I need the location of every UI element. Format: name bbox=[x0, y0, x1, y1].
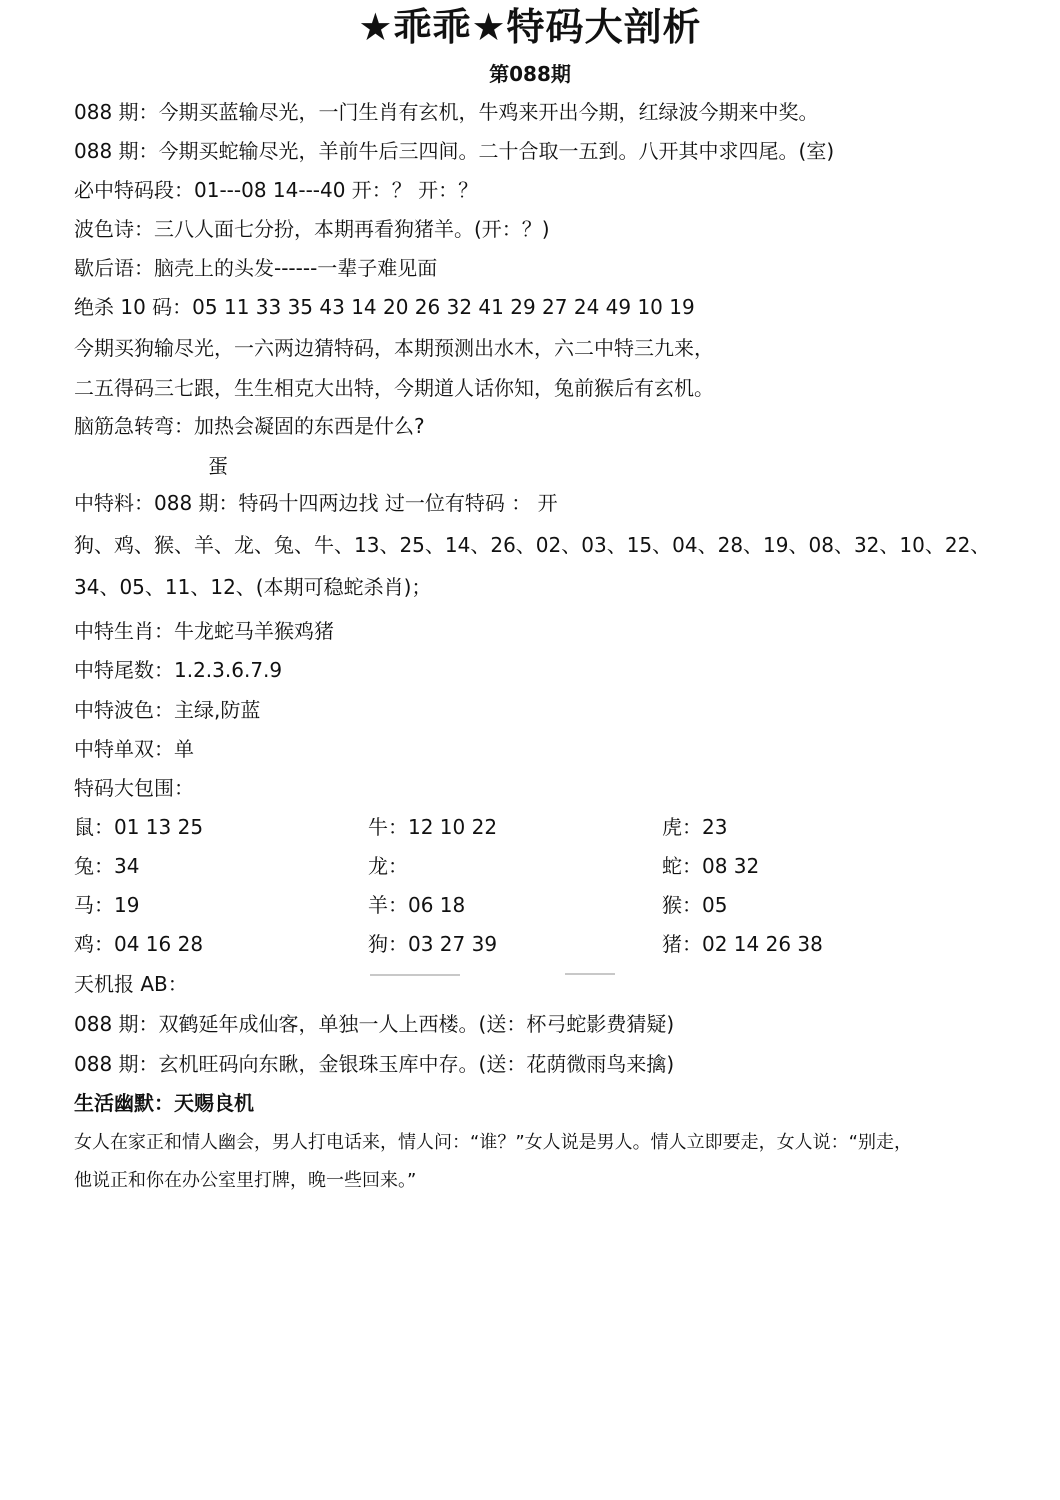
special-odd-even: 中特单双：单 bbox=[74, 737, 194, 761]
poem-line-2: 二五得码三七跟，生生相克大出特，今期道人话你知，兔前猴后有玄机。 bbox=[74, 376, 714, 400]
brain-teaser-question: 脑筋急转弯：加热会凝固的东西是什么? bbox=[74, 414, 425, 438]
zodiac-cell: 羊：06 18 bbox=[368, 893, 466, 917]
humor-heading: 生活幽默：天赐良机 bbox=[74, 1091, 254, 1115]
candidate-list-line-1: 狗、鸡、猴、羊、龙、兔、牛、13、25、14、26、02、03、15、04、28、19、08、32、10、22、 bbox=[74, 533, 991, 557]
zodiac-cell: 蛇：08 32 bbox=[662, 854, 760, 878]
zodiac-cell: 龙： bbox=[368, 854, 408, 878]
xiehouyu-line: 歇后语：脑壳上的头发------一辈子难见面 bbox=[74, 256, 438, 280]
prediction-line-1: 088 期：今期买蓝输尽光，一门生肖有玄机，牛鸡来开出今期，红绿波今期来中奖。 bbox=[74, 100, 819, 124]
candidate-list-line-2: 34、05、11、12、(本期可稳蛇杀肖)； bbox=[74, 575, 432, 599]
zodiac-cell: 猪：02 14 26 38 bbox=[662, 932, 823, 956]
special-zodiacs: 中特生肖：牛龙蛇马羊猴鸡猪 bbox=[74, 619, 334, 643]
scan-artifact bbox=[370, 974, 460, 976]
scan-artifact bbox=[565, 973, 615, 975]
zodiac-grid-row bbox=[74, 890, 974, 920]
zodiac-cell: 牛：12 10 22 bbox=[368, 815, 498, 839]
special-material-line: 中特料：088 期：特码十四两边找 过一位有特码 ： 开 bbox=[74, 491, 558, 515]
special-code-range: 必中特码段：01---08 14---40 开：？ 开：？ bbox=[74, 178, 479, 202]
tianji-ab-line-2: 088 期：玄机旺码向东瞅，金银珠玉库中存。(送：花荫微雨鸟来擒) bbox=[74, 1052, 675, 1076]
zodiac-cell: 兔：34 bbox=[74, 854, 140, 878]
big-surround-heading: 特码大包围： bbox=[74, 776, 194, 800]
zodiac-grid-row bbox=[74, 929, 974, 959]
zodiac-cell: 鸡：04 16 28 bbox=[74, 932, 204, 956]
zodiac-cell: 马：19 bbox=[74, 893, 140, 917]
special-tail-numbers: 中特尾数：1.2.3.6.7.9 bbox=[74, 658, 283, 682]
prediction-line-2: 088 期：今期买蛇输尽光，羊前牛后三四间。二十合取一五到。八开其中求四尾。(室) bbox=[74, 139, 835, 163]
page-title: ★乖乖★特码大剖析 bbox=[358, 5, 702, 49]
poem-line-1: 今期买狗输尽光，一六两边猜特码，本期预测出水木，六二中特三九来， bbox=[74, 336, 714, 360]
zodiac-cell: 猴：05 bbox=[662, 893, 728, 917]
joke-line-2: 他说正和你在办公室里打牌，晚一些回来。” bbox=[74, 1170, 417, 1191]
issue-number: 第088期 bbox=[489, 62, 571, 86]
brain-teaser-answer: 蛋 bbox=[208, 454, 228, 478]
zodiac-cell: 虎：23 bbox=[662, 815, 728, 839]
zodiac-grid-row bbox=[74, 851, 974, 881]
joke-line-1: 女人在家正和情人幽会，男人打电话来，情人问：“谁？”女人说是男人。情人立即要走，女人说：“别走， bbox=[74, 1132, 912, 1153]
special-wave-color: 中特波色：主绿,防蓝 bbox=[74, 698, 261, 722]
wave-color-poem: 波色诗：三八人面七分扮，本期再看狗猪羊。(开：？) bbox=[74, 217, 550, 241]
tianji-ab-line-1: 088 期：双鹤延年成仙客，单独一人上西楼。(送：杯弓蛇影费猜疑) bbox=[74, 1012, 675, 1036]
zodiac-cell: 狗：03 27 39 bbox=[368, 932, 498, 956]
tianji-heading: 天机报 AB： bbox=[74, 972, 188, 996]
kill-ten-codes: 绝杀 10 码：05 11 33 35 43 14 20 26 32 41 29 27 24 49 10 19 bbox=[74, 295, 695, 319]
zodiac-grid-row bbox=[74, 812, 974, 842]
zodiac-cell: 鼠：01 13 25 bbox=[74, 815, 204, 839]
